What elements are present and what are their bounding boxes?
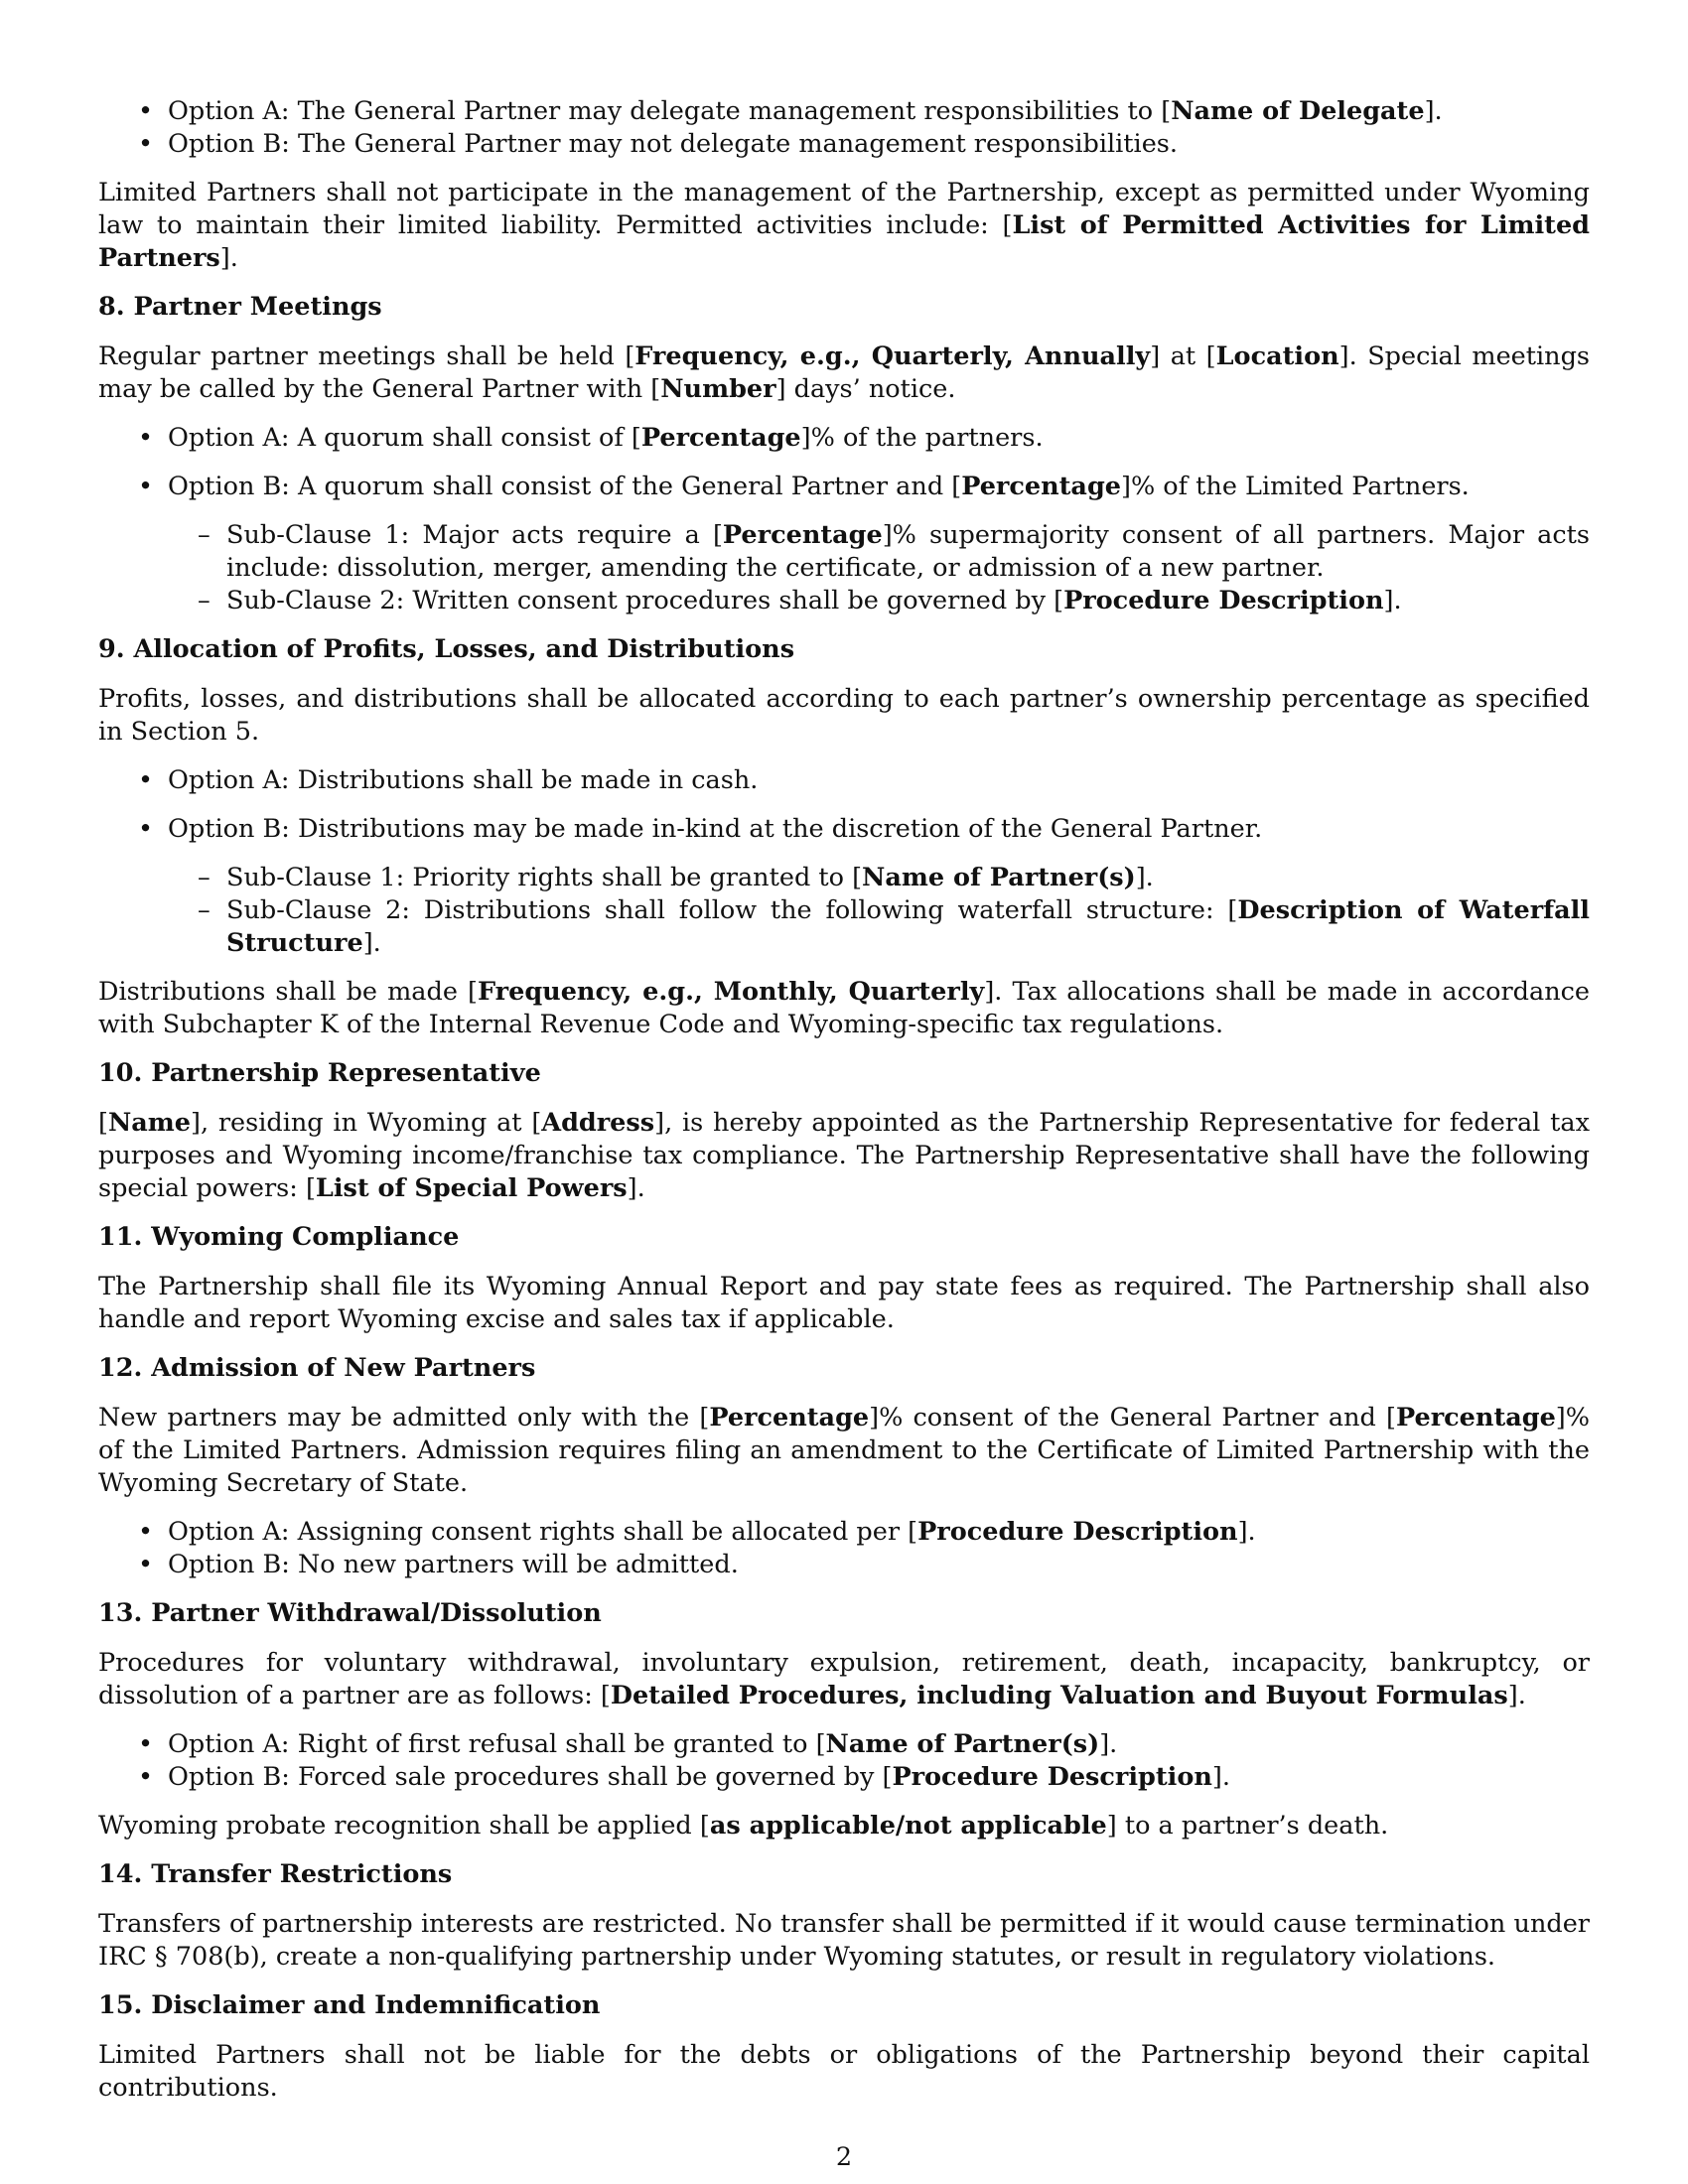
section-12-heading: 12. Admission of New Partners: [98, 1353, 536, 1383]
section-14-paragraph: Transfers of partnership interests are restricted. No transfer shall be permitted if it would cause termination under IRC § 708(b), create a non-qualifying partnership under Wyoming statutes, or result in regulatory violations.: [98, 1909, 1590, 1972]
limited-partners-paragraph: Limited Partners shall not participate in the management of the Partnership, except as permitted under Wyoming law to maintain their limited liability. Permitted activities include: [List of Permitted Activities for Limited Partners].: [98, 178, 1591, 273]
section-10-paragraph: [Name], residing in Wyoming at [Address], is hereby appointed as the Partnership Representative for federal tax purposes and Wyoming income/franchise tax compliance. The Partnership Representative shall have the following special powers: [List of Special Powers].: [98, 1108, 1590, 1203]
section-8-subclause-1: – Sub-Clause 1: Major acts require a [Percentage]% supermajority consent of all partners. Major acts include: dissolution, merger, amending the certificate, or admission of a new partner.: [168, 519, 1590, 585]
section-8-option-b: • Option B: A quorum shall consist of the General Partner and [Percentage]% of the Limited Partners. – Sub-Clause 1: Major acts require a [Percentage]% supermajority consent of all partners. Major acts include: dissolution, merger, amending the certificate, or admission of a new partner. – Sub-Clause 2: Written consent procedures shall be governed by [Procedure Description].: [98, 471, 1590, 617]
section-11-paragraph: The Partnership shall file its Wyoming Annual Report and pay state fees as required. The Partnership shall also handle and report Wyoming excise and sales tax if applicable.: [98, 1272, 1590, 1334]
section-11-heading: 11. Wyoming Compliance: [98, 1222, 460, 1252]
section-13-options: [98, 1728, 1590, 1794]
section-15-paragraph: Limited Partners shall not be liable for the debts or obligations of the Partnership beyond their capital contributions.: [98, 2040, 1590, 2103]
page-number: 2: [835, 2142, 853, 2172]
section-9-options: [98, 764, 1590, 960]
section-8-subclause-2: – Sub-Clause 2: Written consent procedures shall be governed by [Procedure Description].: [168, 585, 1590, 617]
section-9-intro: Profits, losses, and distributions shall be allocated according to each partner’s ownership percentage as specified in Section 5.: [98, 684, 1590, 747]
section-9-subclause-1: – Sub-Clause 1: Priority rights shall be granted to [Name of Partner(s)].: [168, 862, 1590, 894]
delegation-option-b: • Option B: The General Partner may not delegate management responsibilities.: [98, 128, 1590, 161]
section-12-option-b: • Option B: No new partners will be admitted.: [98, 1549, 1590, 1581]
section-13-option-a: • Option A: Right of first refusal shall be granted to [Name of Partner(s)].: [98, 1728, 1590, 1761]
section-15-heading: 15. Disclaimer and Indemnification: [98, 1990, 601, 2020]
section-9-option-a: • Option A: Distributions shall be made in cash.: [98, 764, 1590, 797]
section-12-options: [98, 1516, 1590, 1581]
document-page: [98, 95, 1590, 2120]
section-9-subclause-2: – Sub-Clause 2: Distributions shall follow the following waterfall structure: [Description of Waterfall Structure].: [168, 894, 1590, 960]
section-8-options: [98, 422, 1590, 617]
section-12-paragraph: New partners may be admitted only with the [Percentage]% consent of the General Partner and [Percentage]% of the Limited Partners. Admission requires filing an amendment to the Certificate of Limited Partnership with the Wyoming Secretary of State.: [98, 1403, 1590, 1498]
section-9-option-b: • Option B: Distributions may be made in-kind at the discretion of the General Partner. – Sub-Clause 1: Priority rights shall be granted to [Name of Partner(s)]. – Sub-Clause 2: Distributions shall follow the following waterfall structure: [Description of Waterfall Structure].: [98, 813, 1590, 960]
section-9-distributions-paragraph: Distributions shall be made [Frequency, e.g., Monthly, Quarterly]. Tax allocations shall be made in accordance with Subchapter K of the Internal Revenue Code and Wyoming-specific tax regulations.: [98, 977, 1590, 1039]
section-9-heading: 9. Allocation of Profits, Losses, and Distributions: [98, 634, 795, 664]
section-13-paragraph: Procedures for voluntary withdrawal, involuntary expulsion, retirement, death, incapacity, bankruptcy, or dissolution of a partner are as follows: [Detailed Procedures, including Valuation and Buyout Formulas].: [98, 1648, 1590, 1710]
section-10-heading: 10. Partnership Representative: [98, 1058, 541, 1088]
section-12-option-a: • Option A: Assigning consent rights shall be allocated per [Procedure Description].: [98, 1516, 1590, 1549]
section-8-paragraph: Regular partner meetings shall be held [Frequency, e.g., Quarterly, Annually] at [Location]. Special meetings may be called by the General Partner with [Number] days’ notice.: [98, 341, 1590, 404]
section-9-subclauses: [168, 862, 1590, 960]
delegation-option-a: • Option A: The General Partner may delegate management responsibilities to [Name of Delegate].: [98, 95, 1590, 128]
section-13-probate-paragraph: Wyoming probate recognition shall be applied [as applicable/not applicable] to a partner’s death.: [98, 1811, 1389, 1841]
section-14-heading: 14. Transfer Restrictions: [98, 1859, 453, 1889]
section-8-heading: 8. Partner Meetings: [98, 292, 382, 322]
section-13-heading: 13. Partner Withdrawal/Dissolution: [98, 1598, 602, 1628]
section-8-option-a: • Option A: A quorum shall consist of [Percentage]% of the partners.: [98, 422, 1590, 455]
section-8-subclauses: [168, 519, 1590, 617]
section-13-option-b: • Option B: Forced sale procedures shall be governed by [Procedure Description].: [98, 1761, 1590, 1794]
delegation-options: [98, 95, 1590, 161]
